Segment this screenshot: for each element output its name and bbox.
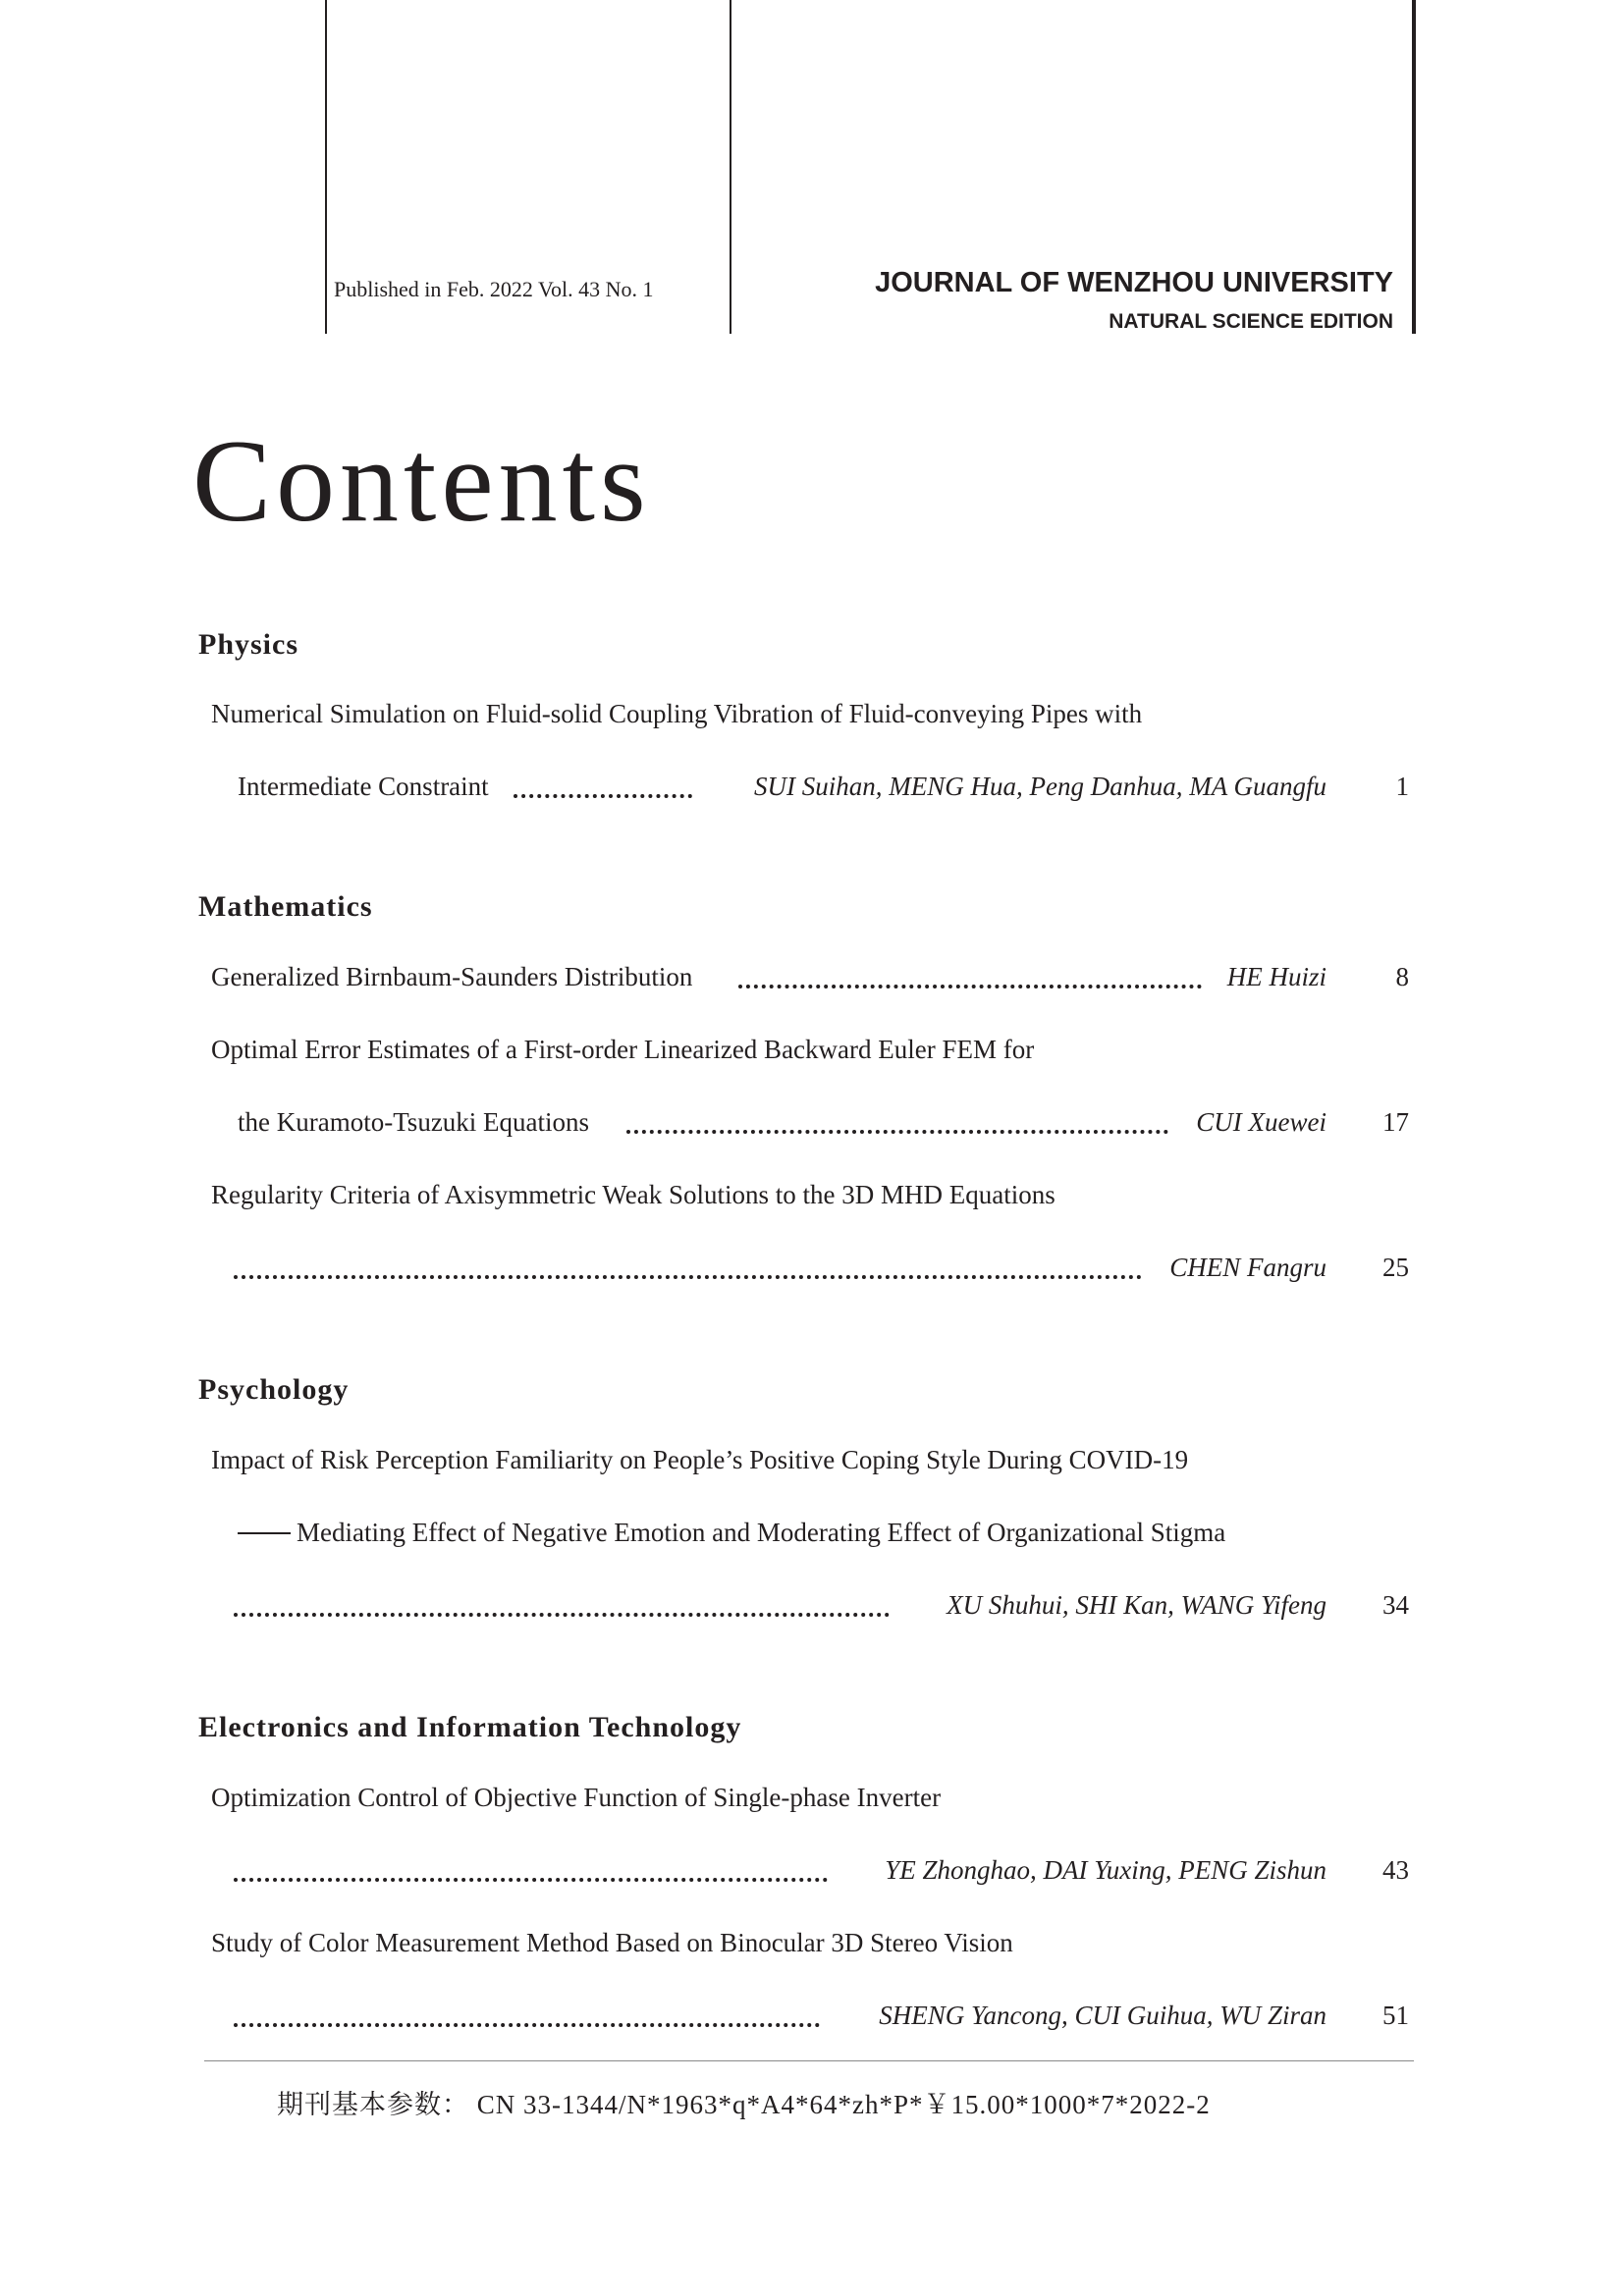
article-authors: CHEN Fangru: [1169, 1253, 1326, 1282]
article-authors: YE Zhonghao, DAI Yuxing, PENG Zishun: [885, 1855, 1326, 1885]
article-authors: SUI Suihan, MENG Hua, Peng Danhua, MA Guangfu: [754, 772, 1326, 801]
article-authors: HE Huizi: [1226, 962, 1326, 991]
article-title[interactable]: Optimal Error Estimates of a First-order Linearized Backward Euler FEM for: [211, 1035, 1035, 1064]
dot-leader: [514, 794, 692, 798]
article-title[interactable]: Intermediate Constraint: [238, 772, 489, 801]
article-title[interactable]: Regularity Criteria of Axisymmetric Weak Solutions to the 3D MHD Equations: [211, 1180, 1056, 1209]
section-heading-physics: Physics: [198, 628, 299, 661]
toc-entry-line: [211, 1855, 1409, 1895]
footer-rule: [204, 2060, 1414, 2061]
article-authors: XU Shuhui, SHI Kan, WANG Yifeng: [947, 1590, 1326, 1620]
toc-entry-line: [211, 962, 1409, 1001]
article-title[interactable]: Study of Color Measurement Method Based on Binocular 3D Stereo Vision: [211, 1928, 1013, 1957]
em-dash: [238, 1532, 291, 1534]
article-authors: SHENG Yancong, CUI Guihua, WU Ziran: [879, 2001, 1326, 2030]
toc-entry-title-line: [211, 699, 1409, 738]
toc-entry-line: [211, 1107, 1409, 1147]
page-number[interactable]: 34: [1382, 1590, 1409, 1620]
article-title[interactable]: Numerical Simulation on Fluid-solid Coupling Vibration of Fluid-conveying Pipes with: [211, 699, 1143, 728]
article-title[interactable]: the Kuramoto-Tsuzuki Equations: [238, 1107, 590, 1137]
article-title[interactable]: Optimization Control of Objective Function of Single-phase Inverter: [211, 1783, 942, 1812]
header-rule-left: [325, 0, 327, 334]
article-subtitle[interactable]: Mediating Effect of Negative Emotion and Moderating Effect of Organizational Stigma: [297, 1518, 1226, 1547]
toc-entry-title-line: [211, 1783, 1409, 1822]
article-subtitle-line: [238, 1518, 1225, 1548]
article-title[interactable]: Generalized Birnbaum-Saunders Distribution: [211, 962, 693, 991]
section-heading-mathematics: Mathematics: [198, 890, 373, 923]
journal-title: JOURNAL OF WENZHOU UNIVERSITY: [875, 267, 1393, 298]
section-heading-psychology: Psychology: [198, 1373, 350, 1406]
toc-entry-line: [211, 2001, 1409, 2040]
article-authors: CUI Xuewei: [1196, 1107, 1326, 1137]
publication-info: Published in Feb. 2022 Vol. 43 No. 1: [334, 277, 654, 301]
page-number[interactable]: 43: [1382, 1855, 1409, 1885]
dot-leader: [626, 1130, 1168, 1134]
toc-entry-title-line: [211, 1035, 1409, 1074]
dot-leader: [738, 985, 1202, 988]
journal-edition: NATURAL SCIENCE EDITION: [1109, 310, 1393, 333]
page-number[interactable]: 25: [1382, 1253, 1409, 1282]
toc-entry-line: [211, 1253, 1409, 1292]
dot-leader: [234, 1878, 828, 1882]
toc-entry-title-line: [211, 1180, 1409, 1219]
dot-leader: [234, 1275, 1142, 1279]
page-number[interactable]: 51: [1382, 2001, 1409, 2030]
toc-entry-title-line: [211, 1445, 1409, 1484]
header-rule-middle: [730, 0, 731, 334]
article-title[interactable]: Impact of Risk Perception Familiarity on People’s Positive Coping Style During COVID-19: [211, 1445, 1189, 1474]
dot-leader: [234, 2023, 820, 2027]
page-number[interactable]: 8: [1395, 962, 1409, 991]
page-number[interactable]: 1: [1395, 772, 1409, 801]
toc-entry-subtitle-line: [211, 1518, 1409, 1557]
page-title: Contents: [192, 415, 651, 546]
toc-entry-line: [211, 772, 1409, 811]
toc-entry-title-line: [211, 1928, 1409, 1967]
header-rule-right: [1412, 0, 1416, 334]
page-number[interactable]: 17: [1382, 1107, 1409, 1137]
journal-parameters: 期刊基本参数： CN 33-1344/N*1963*q*A4*64*zh*P*￥15.00*1000*7*2022-2: [277, 2090, 1211, 2119]
dot-leader: [234, 1613, 890, 1617]
toc-entry-line: [211, 1590, 1409, 1629]
section-heading-electronics: Electronics and Information Technology: [198, 1711, 742, 1743]
